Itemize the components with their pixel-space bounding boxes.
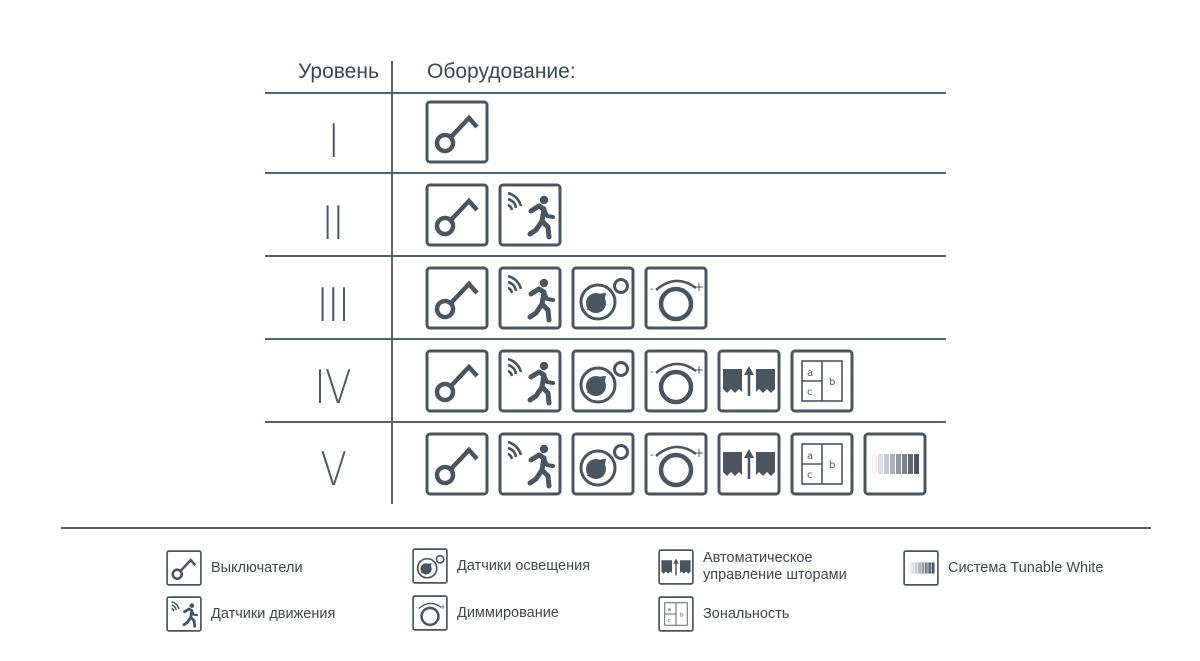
level-numeral-3: III bbox=[316, 278, 350, 332]
level-2-equipment bbox=[425, 183, 562, 247]
legend-zoning-label: Зональность bbox=[703, 605, 790, 622]
legend-blinds-label-line1: Автоматическое bbox=[703, 550, 813, 566]
tunable-white-icon bbox=[863, 432, 927, 496]
light-sensor-icon bbox=[412, 548, 448, 584]
equipment-column-header: Оборудование: bbox=[427, 60, 576, 83]
switch-icon bbox=[166, 550, 202, 586]
zone-b-letter: b bbox=[829, 460, 836, 471]
zoning-icon bbox=[658, 596, 694, 632]
level-1-equipment bbox=[425, 100, 489, 164]
row-divider bbox=[265, 92, 946, 94]
light-sensor-icon bbox=[571, 432, 635, 496]
legend-motion-sensors bbox=[166, 596, 335, 632]
tunable-white-icon bbox=[903, 550, 939, 586]
zone-b-letter: b bbox=[679, 612, 684, 619]
switch-icon bbox=[425, 100, 489, 164]
row-divider bbox=[265, 421, 946, 423]
level-3-equipment bbox=[425, 266, 708, 330]
level-numeral-4: IV bbox=[314, 360, 352, 414]
switch-icon bbox=[425, 349, 489, 413]
level-column-header: Уровень bbox=[298, 60, 379, 83]
switch-icon bbox=[425, 266, 489, 330]
legend-motion-sensors-label: Датчики движения bbox=[211, 605, 336, 622]
zoning-icon bbox=[790, 432, 854, 496]
switch-icon bbox=[425, 183, 489, 247]
zone-a-letter: a bbox=[807, 451, 814, 462]
legend-tunable-white-label: Система Tunable White bbox=[948, 559, 1104, 576]
zone-c-letter: c bbox=[807, 470, 813, 481]
legend-dimming-label: Диммирование bbox=[457, 604, 559, 621]
level-5-equipment bbox=[425, 432, 927, 496]
dimming-icon bbox=[412, 595, 448, 631]
level-numeral-5: V bbox=[320, 442, 346, 496]
zone-c-letter: c bbox=[667, 617, 671, 624]
legend-light-sensors bbox=[412, 548, 590, 584]
switch-icon bbox=[425, 432, 489, 496]
blinds-icon bbox=[717, 432, 781, 496]
motion-sensor-icon bbox=[166, 596, 202, 632]
legend-switches bbox=[166, 550, 303, 586]
blinds-icon bbox=[717, 349, 781, 413]
legend-blinds-label-line2: управление шторами bbox=[703, 567, 847, 583]
dimming-icon bbox=[644, 266, 708, 330]
level-4-equipment bbox=[425, 349, 854, 413]
motion-sensor-icon bbox=[498, 183, 562, 247]
level-numeral-2: II bbox=[322, 196, 344, 250]
level-numeral-1: I bbox=[327, 114, 339, 168]
motion-sensor-icon bbox=[498, 349, 562, 413]
motion-sensor-icon bbox=[498, 266, 562, 330]
light-sensor-icon bbox=[571, 349, 635, 413]
legend-zoning bbox=[658, 596, 789, 632]
legend-light-sensors-label: Датчики освещения bbox=[457, 557, 591, 574]
legend-switches-label: Выключатели bbox=[211, 559, 303, 576]
light-sensor-icon bbox=[571, 266, 635, 330]
zoning-icon bbox=[790, 349, 854, 413]
legend-dimming bbox=[412, 595, 559, 631]
legend-blinds bbox=[658, 549, 847, 585]
zone-c-letter: c bbox=[807, 387, 813, 398]
dimming-icon bbox=[644, 349, 708, 413]
zone-a-letter: a bbox=[807, 368, 814, 379]
motion-sensor-icon bbox=[498, 432, 562, 496]
row-divider bbox=[265, 172, 946, 174]
legend-divider bbox=[61, 527, 1151, 529]
dimming-icon bbox=[644, 432, 708, 496]
zone-b-letter: b bbox=[829, 377, 836, 388]
row-divider bbox=[265, 338, 946, 340]
zone-a-letter: a bbox=[667, 607, 671, 614]
legend-tunable-white bbox=[903, 550, 1103, 586]
blinds-icon bbox=[658, 549, 694, 585]
row-divider bbox=[265, 255, 946, 257]
